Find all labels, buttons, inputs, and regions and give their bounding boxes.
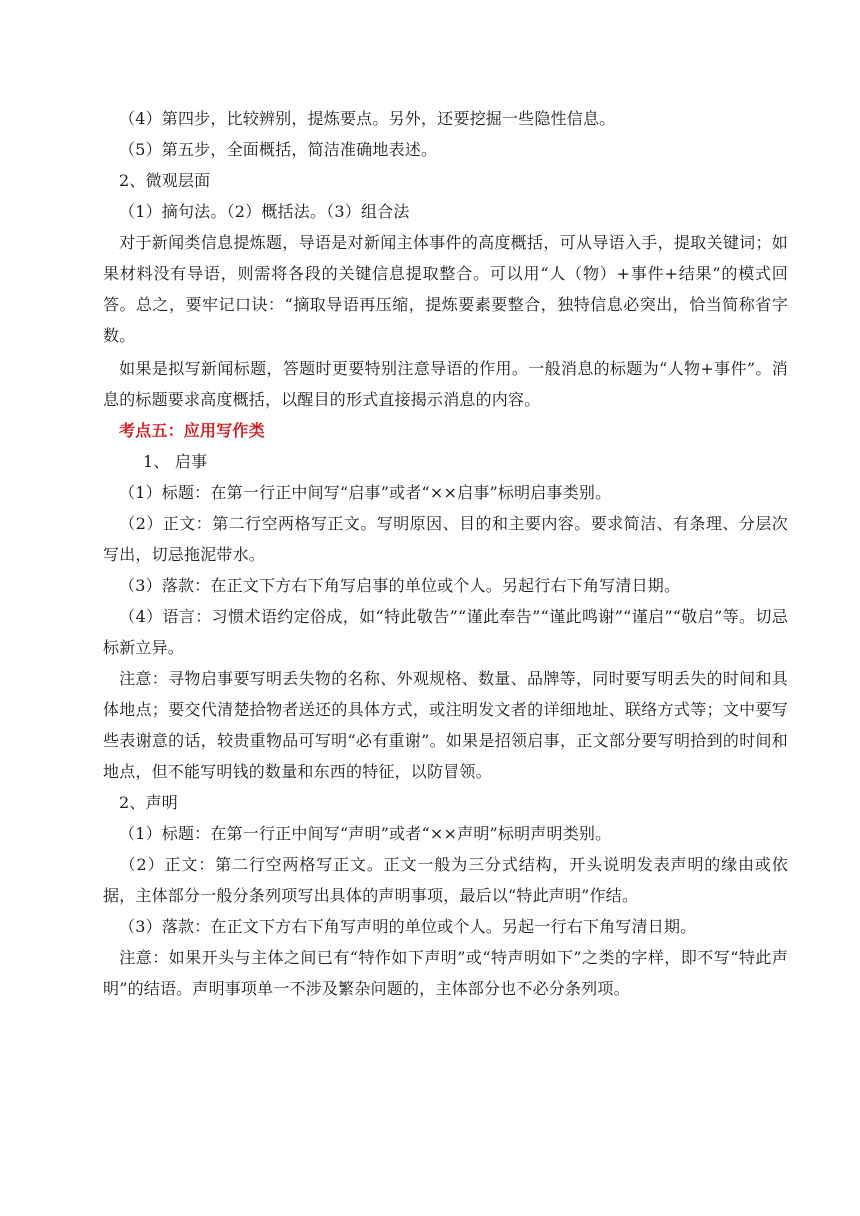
document-body (103, 103, 788, 1004)
statement-heading: 2、声明 (119, 793, 178, 812)
news-title-paragraph: 如果是拟写新闻标题，答题时更要特别注意导语的作用。一般消息的标题为“人物+事件”。消息的标题要求高度概括，以醒目的形式直接揭示消息的内容。 (103, 359, 788, 409)
statement-title-rule: （1）标题：在第一行正中间写“声明”或者“××声明”标明声明类别。 (119, 824, 612, 843)
statement-body-rule: （2）正文：第二行空两格写正文。正文一般为三分式结构，开头说明发表声明的缘由或依据，主体部分一般分条列项写出具体的声明事项，最后以“特此声明”作结。 (103, 855, 788, 905)
step-5-line: （5）第五步，全面概括，简洁准确地表述。 (119, 140, 438, 159)
notice-body-rule: （2）正文：第二行空两格写正文。写明原因、目的和主要内容。要求简洁、有条理、分层次写出，切忌拖泥带水。 (103, 514, 788, 564)
methods-line: （1）摘句法。（2）概括法。（3）组合法 (119, 202, 410, 221)
notice-signature-rule: （3）落款：在正文下方右下角写启事的单位或个人。另起行右下角写清日期。 (119, 576, 681, 595)
statement-signature-rule: （3）落款：在正文下方右下角写声明的单位或个人。另起一行右下角写清日期。 (119, 917, 697, 936)
news-extraction-paragraph: 对于新闻类信息提炼题，导语是对新闻主体事件的高度概括，可从导语入手，提取关键词；如果材料没有导语，则需将各段的关键信息提取整合。可以用“人（物）+事件+结果”的模式回答。总之，要牢记口诀：“摘取导语再压缩，提炼要素要整合，独特信息必突出，恰当简称省字数。 (103, 233, 788, 345)
section-5-heading: 考点五：应用写作类 (119, 421, 265, 440)
micro-level-heading: 2、微观层面 (119, 171, 211, 190)
statement-note-paragraph: 注意：如果开头与主体之间已有“特作如下声明”或“特声明如下”之类的字样，即不写“特此声明”的结语。声明事项单一不涉及繁杂问题的，主体部分也不必分条列项。 (103, 948, 788, 998)
notice-title-rule: （1）标题：在第一行正中间写“启事”或者“××启事”标明启事类别。 (119, 483, 612, 502)
step-4-line: （4）第四步，比较辨别，提炼要点。另外，还要挖掘一些隐性信息。 (119, 109, 616, 128)
notice-note-paragraph: 注意：寻物启事要写明丢失物的名称、外观规格、数量、品牌等，同时要写明丢失的时间和具体地点；要交代清楚拾物者送还的具体方式，或注明发文者的详细地址、联络方式等；文中要写些表谢意的话，较贵重物品可写明“必有重谢”。如果是招领启事，正文部分要写明拾到的时间和地点，但不能写明钱的数量和东西的特征，以防冒领。 (103, 669, 788, 781)
notice-language-rule: （4）语言：习惯术语约定俗成，如“特此敬告”“谨此奉告”“谨此鸣谢”“谨启”“敬启”等。切忌标新立异。 (103, 607, 788, 657)
notice-heading: 1、 启事 (143, 452, 208, 471)
